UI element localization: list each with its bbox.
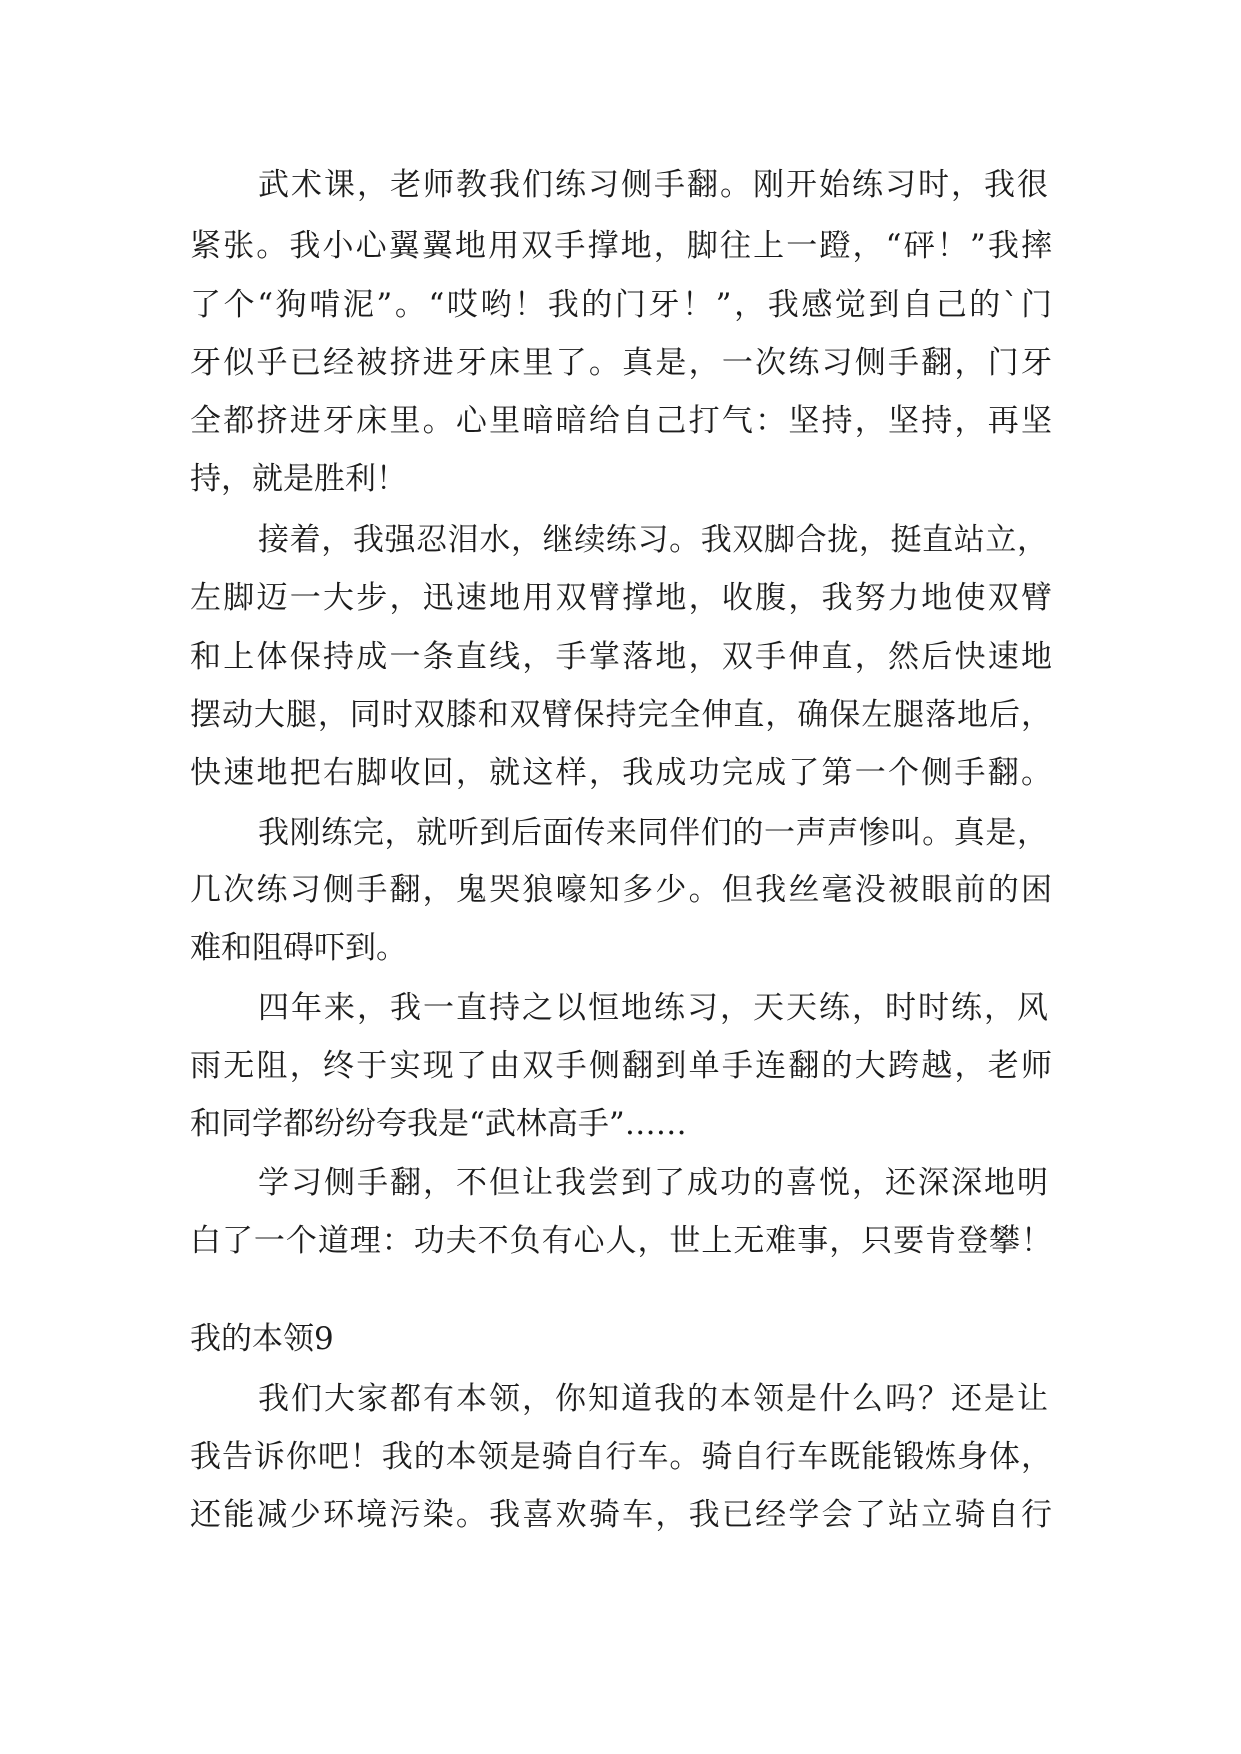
paragraph-line: 雨无阻，终于实现了由双手侧翻到单手连翻的大跨越，老师 [190, 1048, 1052, 1084]
paragraph-line: 武术课，老师教我们练习侧手翻。刚开始练习时，我很 [258, 167, 1048, 203]
paragraph-line: 快速地把右脚收回，就这样，我成功完成了第一个侧手翻。 [190, 755, 1052, 791]
paragraph-line: 四年来，我一直持之以恒地练习，天天练，时时练，风 [258, 990, 1048, 1026]
paragraph-line: 了个“狗啃泥”。“哎哟！我的门牙！”，我感觉到自己的`门 [190, 287, 1052, 323]
paragraph-line: 和同学都纷纷夸我是“武林高手”…… [190, 1106, 687, 1142]
paragraph-line: 我告诉你吧！我的本领是骑自行车。骑自行车既能锻炼身体， [190, 1439, 1052, 1475]
paragraph-line: 和上体保持成一条直线，手掌落地，双手伸直，然后快速地 [190, 639, 1052, 675]
paragraph-line: 左脚迈一大步，迅速地用双臂撑地，收腹，我努力地使双臂 [190, 580, 1052, 616]
paragraph-line: 摆动大腿，同时双膝和双臂保持完全伸直，确保左腿落地后， [190, 697, 1052, 733]
paragraph-line: 学习侧手翻，不但让我尝到了成功的喜悦，还深深地明 [258, 1165, 1048, 1201]
paragraph-line: 我刚练完，就听到后面传来同伴们的一声声惨叫。真是， [258, 815, 1048, 851]
paragraph-line: 难和阻碍吓到。 [190, 930, 407, 966]
paragraph-line: 白了一个道理：功夫不负有心人，世上无难事，只要肯登攀！ [190, 1223, 1052, 1259]
section-heading: 我的本领9 [190, 1321, 334, 1357]
paragraph-line: 还能减少环境污染。我喜欢骑车，我已经学会了站立骑自行 [190, 1497, 1052, 1533]
paragraph-line: 紧张。我小心翼翼地用双手撑地，脚往上一蹬，“砰！”我摔 [190, 228, 1052, 264]
paragraph-line: 几次练习侧手翻，鬼哭狼嚎知多少。但我丝毫没被眼前的困 [190, 872, 1052, 908]
paragraph-line: 接着，我强忍泪水，继续练习。我双脚合拢，挺直站立， [258, 522, 1048, 558]
paragraph-line: 全都挤进牙床里。心里暗暗给自己打气：坚持，坚持，再坚 [190, 403, 1052, 439]
paragraph-line: 持，就是胜利！ [190, 461, 407, 497]
paragraph-line: 我们大家都有本领，你知道我的本领是什么吗？还是让 [258, 1381, 1048, 1417]
paragraph-line: 牙似乎已经被挤进牙床里了。真是，一次练习侧手翻，门牙 [190, 345, 1052, 381]
